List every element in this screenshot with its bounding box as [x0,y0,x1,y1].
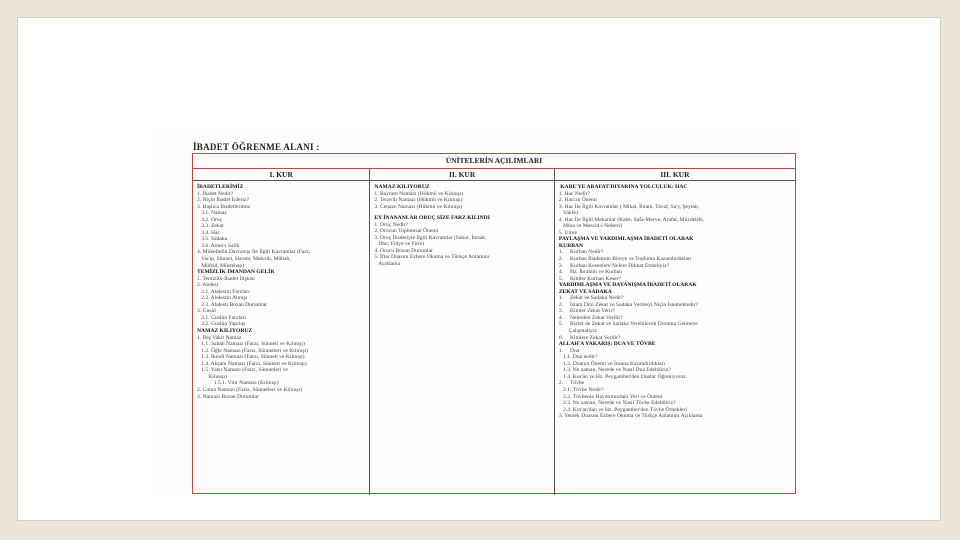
outline-item: 4. Mükellefin Davranışı İle İlgili Kavramlar (Farz, [197,249,311,256]
outline-item: 2. Cuma Namazı (Farzı, Sünnetleri ve Kılınışı) [197,386,303,393]
column-kur-2 [369,169,553,495]
outline-item: 1.1. Dua nedir? [558,354,598,361]
table-columns [193,169,795,495]
outline-item: 3. Namazı Bozan Durumlar [197,393,259,400]
slide-frame [17,17,941,521]
outline-item: 3. Oruç İbadetiyle İlgili Kavramlar (Sahur, İmsak, [374,234,487,241]
unit-heading: ZEKAT VE SADAKA [558,288,612,295]
outline-item: Çalışmalıyız [558,328,597,335]
unit-heading: NAMAZ KILIYORUZ [197,328,253,335]
outline-item: 4. Nelerden Zekat Verilir? [558,314,623,321]
outline-item: Müfsid, Müstehap) [197,262,245,269]
outline-item: Mina ve Mescid-i Nebevi) [558,223,623,230]
column-body [374,184,549,268]
outline-item: 2. Teravih Namazı (Hükmü ve Kılınışı) [374,197,463,204]
column-header: II. KUR [370,169,553,181]
outline-item: 5. İftar Duasını Ezbere Okuma ve Türkçe Anlamını [374,254,490,261]
outline-item: 1.2. Duanın Önemi ve İnsana Kazandırdıkları [558,360,666,367]
outline-item: 1.4. Akşam Namazı (Farzı, Sünneti ve Kılınışı) [197,360,307,367]
outline-item: 4. Hac İle İlgili Mekanlar (Kabe, Safa-Merve, Arafat, Müzdelife, [558,216,705,223]
outline-item: 5. Kimler Kurban Keser? [558,275,621,282]
outline-item: 1.2. Öğle Namazı (Farzı, Sünnetleri ve Kılınışı) [197,347,308,354]
outline-item: 4. Orucu Bozan Durumlar [374,247,433,254]
outline-item: 1.3. İkindi Namazı (Farzı, Sünneti ve Kılınışı) [197,354,305,361]
outline-item: 3. Kurban Kesenlere Nelere Dikkat Etmeliyiz? [558,262,670,269]
outline-item: Açıklama [374,261,401,268]
learning-area-title: İBADET ÖĞRENME ALANI : [193,142,320,152]
outline-item: 1. Bayram Namazı (Hükmü ve Kılınışı) [374,190,464,197]
outline-item: 3.2. Guslün Yapılışı [197,321,246,328]
outline-item: Kılınışı) [197,373,227,380]
outline-item: 5. Umre [558,229,578,236]
outline-item: 2. Niçin İbadet Ederiz? [197,197,249,204]
outline-item: 1.3. Ne zaman, Nerede ve Nasıl Dua Edebiliriz? [558,367,671,374]
outline-item: 3.1. Namaz [197,210,227,217]
unit-heading: TEMİZLİK İMANDAN GELİR [197,269,275,276]
outline-item: 1. Kurban Nedir? [558,249,604,256]
unit-heading: YARDIMLAŞMA VE DAYANIŞMA İBADETİ OLARAK [558,282,697,289]
outline-item: 2.4. Kur'an'dan ve Hz. Peygamber'den Tövbe Örnekleri [558,406,687,413]
outline-item: 6. Kimlere Zekat Verilir? [558,334,621,341]
outline-item: 2. Haccın Önemi [558,197,597,204]
outline-item: 3.2. Oruç [197,216,223,223]
outline-item: 2.2. Abdestin Alınışı [197,295,248,302]
column-header: III. KUR [555,169,795,181]
units-table [192,153,796,494]
unit-heading: KURBAN [558,242,584,249]
outline-item: 1.1. Sabah Namazı (Farzı, Sünneti ve Kılınışı) [197,341,305,348]
outline-item: İftar, Fidye ve Fitre) [374,241,425,248]
outline-item: 1. Zekat ve Sadaka Nedir? [558,295,624,302]
outline-item: 2. Tövbe [558,380,585,387]
outline-item: 1. Oruç Nedir? [374,221,408,228]
outline-item: 1. İbadet Nedir? [197,190,234,197]
outline-item: 3.5. Sadaka [197,236,228,243]
outline-item: 3. Gusül [197,308,216,315]
outline-item: 2. Orucun Toplumsal Önemi [374,228,439,235]
outline-item: 2.1. Abdestin Farzları [197,288,250,295]
unit-heading: KABE'YE ARAFAT'DIYARINA YOLCULUK: HAC [558,184,688,190]
outline-item: 2.3. Ne zaman, Nerede ve Nasıl Tövbe Edebiliriz? [558,400,676,407]
outline-item: 2. Abdest [197,282,219,289]
column-kur-1 [193,169,369,495]
unit-heading: NAMAZ KILIYORUZ [374,184,430,190]
unit-heading: ALLAH'A YAKARIŞ: DUA VE TÖVBE [558,341,656,348]
outline-item: 2. Kurban İbadetinin Bireye ve Topluma Kazandırdıkları [558,256,692,263]
unit-heading: PAYLAŞMA VE YARDIMLAŞMA İBADETİ OLARAK [558,236,694,243]
outline-item: 3.3. Zekat [197,223,224,230]
unit-heading: EY İNANANLAR ORUÇ SİZE FARZ KILINDI [374,215,490,222]
outline-item: 5. Bizler de Zekat ve Sadaka Verebilecek Duruma Gelmeye [558,321,698,328]
outline-item: 1. Temizlik-İbadet İlişkisi [197,275,255,282]
outline-item: 3. Hac İle İlgili Kavramlar ( Mîkat, İhram, Tavaf, Sa'y, Şeytan, [558,203,700,210]
outline-item: 2.3. Abdesti Bozan Durumlar [197,301,267,308]
outline-item: Vacip, Sünnet, Haram, Mekruh, Mübah, [197,256,291,263]
outline-item: 1.5.1. Vitir Namazı (Kılınışı) [197,380,279,387]
document-image [155,128,800,496]
outline-item: 3.6. Amel-i Salih [197,242,240,249]
column-body [559,184,791,420]
column-body [197,184,365,400]
outline-item: 1. Hac Nedir? [558,190,591,197]
unit-heading: İBADETLERİMİZ [197,184,244,190]
outline-item: 1. Dua [558,347,580,354]
outline-item: 3. Yemek Duasını Ezbere Okuma ve Türkçe Anlamını Açıklama [558,413,703,420]
column-header: I. KUR [193,169,369,181]
outline-item: 2. İslam Dini Zekat ve Sadaka Vermeyi Niçin İstemektedir? [558,301,699,308]
outline-item: 3. Cenaze Namazı (Hükmü ve Kılınışı) [374,203,463,210]
outline-item: 3. Kimler Zekat Verir? [558,308,615,315]
outline-item: 3.1. Guslün Farzları [197,314,246,321]
outline-item: 2.2. Tövbenin Hayatımızdaki Yeri ve Önemi [558,393,663,400]
outline-item: 1. Beş Vakit Namaz [197,334,242,341]
outline-item: 2.1. Tövbe Nedir? [558,386,604,393]
outline-item: 4. Hz. İbrahim ve Kurban [558,269,622,276]
table-title: ÜNİTELERİN AÇILIMLARI [193,154,795,169]
outline-item: Vakfe) [558,210,578,217]
outline-item: 3. Başlıca İbadetlerimiz [197,203,251,210]
outline-item: 3.4. Hac [197,229,220,236]
column-kur-3 [554,169,795,495]
outline-item: 1.4. Kur'an ve Hz. Peygamber'den Dualar Öğreniyoruz [558,373,686,380]
outline-item: 1.5. Yatsı Namazı (Farzı, Sünnetleri ve [197,367,289,374]
